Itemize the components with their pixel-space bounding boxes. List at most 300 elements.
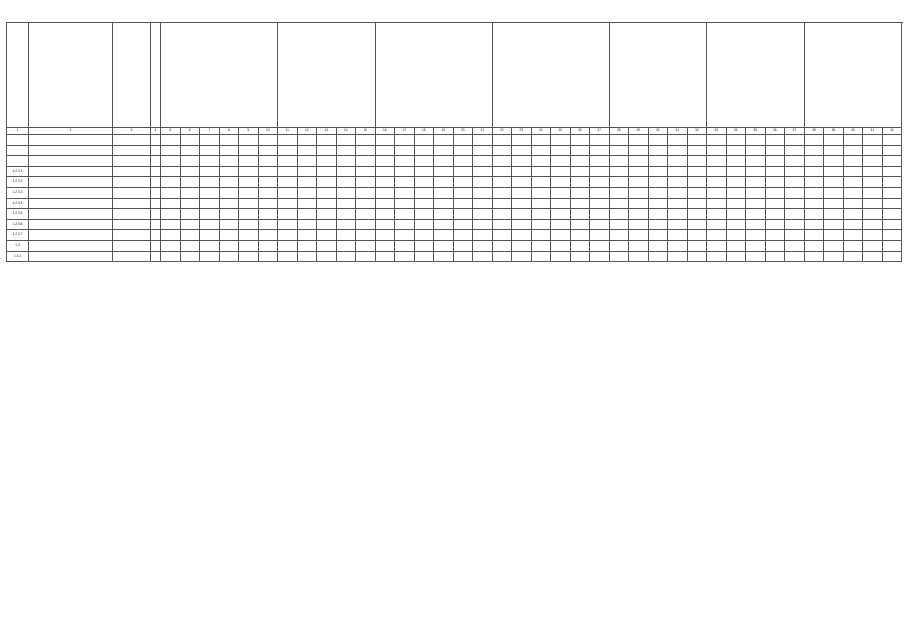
row-value xyxy=(570,135,590,146)
row-value xyxy=(668,177,688,188)
row-value xyxy=(863,156,883,167)
row-value xyxy=(336,230,356,241)
row-value xyxy=(180,240,200,251)
row-value xyxy=(570,209,590,220)
row-id xyxy=(113,219,151,230)
row-value xyxy=(434,177,454,188)
table-row xyxy=(7,177,902,188)
row-value xyxy=(375,187,395,198)
row-value xyxy=(707,187,727,198)
row-value xyxy=(746,135,766,146)
row-value xyxy=(453,209,473,220)
row-value xyxy=(746,156,766,167)
row-name xyxy=(29,251,113,262)
row-value xyxy=(707,135,727,146)
row-value xyxy=(161,240,181,251)
column-number: 7 xyxy=(200,128,220,135)
row-value xyxy=(356,251,376,262)
row-value xyxy=(492,230,512,241)
row-value xyxy=(785,240,805,251)
row-value xyxy=(414,156,434,167)
row-code: 1.2.3.3 xyxy=(7,187,29,198)
row-value xyxy=(726,240,746,251)
row-name xyxy=(29,166,113,177)
row-value xyxy=(161,156,181,167)
row-value xyxy=(648,187,668,198)
row-value xyxy=(258,166,278,177)
row-value xyxy=(180,177,200,188)
row-name xyxy=(29,219,113,230)
row-value xyxy=(512,156,532,167)
row-value xyxy=(668,187,688,198)
row-value xyxy=(473,198,493,209)
row-value xyxy=(278,135,298,146)
row-value xyxy=(395,240,415,251)
row-value xyxy=(824,135,844,146)
row-value xyxy=(648,166,668,177)
row-value xyxy=(258,209,278,220)
row-value xyxy=(473,187,493,198)
row-value xyxy=(395,145,415,156)
row-value xyxy=(297,209,317,220)
row-value xyxy=(551,135,571,146)
row-value xyxy=(473,156,493,167)
row-value xyxy=(785,145,805,156)
row-value xyxy=(707,219,727,230)
row-value xyxy=(824,251,844,262)
column-number: 29 xyxy=(629,128,649,135)
row-value xyxy=(804,187,824,198)
header-plan-group xyxy=(278,23,376,128)
row-value xyxy=(629,156,649,167)
table-row xyxy=(7,166,902,177)
row-value xyxy=(317,198,337,209)
row-value xyxy=(492,135,512,146)
table-row xyxy=(7,230,902,241)
row-value xyxy=(843,198,863,209)
row-value xyxy=(492,177,512,188)
row-value xyxy=(843,209,863,220)
row-value xyxy=(512,177,532,188)
row-value xyxy=(668,219,688,230)
row-value xyxy=(551,209,571,220)
row-value xyxy=(570,187,590,198)
row-value xyxy=(570,156,590,167)
row-value xyxy=(395,230,415,241)
row-value xyxy=(278,177,298,188)
row-value xyxy=(258,187,278,198)
row-value xyxy=(843,219,863,230)
column-number: 22 xyxy=(492,128,512,135)
row-value xyxy=(395,209,415,220)
column-number: 19 xyxy=(434,128,454,135)
row-value xyxy=(453,156,473,167)
column-number-row xyxy=(7,128,902,135)
column-number: 21 xyxy=(473,128,493,135)
row-value xyxy=(473,166,493,177)
row-value xyxy=(726,187,746,198)
row-value xyxy=(785,251,805,262)
row-value xyxy=(648,145,668,156)
header-id xyxy=(113,23,151,128)
row-value xyxy=(629,251,649,262)
row-name xyxy=(29,198,113,209)
row-value xyxy=(824,209,844,220)
row-code: 1.2.3.4 xyxy=(7,198,29,209)
table-row xyxy=(7,219,902,230)
row-value xyxy=(297,145,317,156)
column-number: 33 xyxy=(707,128,727,135)
header-name xyxy=(29,23,113,128)
row-value xyxy=(863,240,883,251)
row-value xyxy=(336,219,356,230)
row-value xyxy=(785,177,805,188)
row-value xyxy=(570,251,590,262)
row-value xyxy=(317,177,337,188)
row-value xyxy=(648,135,668,146)
row-value xyxy=(317,209,337,220)
row-value xyxy=(531,166,551,177)
row-value xyxy=(765,135,785,146)
row-value xyxy=(551,156,571,167)
row-value xyxy=(843,187,863,198)
row-value xyxy=(785,166,805,177)
column-number: 6 xyxy=(180,128,200,135)
row-value xyxy=(531,156,551,167)
row-value xyxy=(863,166,883,177)
row-value xyxy=(356,198,376,209)
row-value xyxy=(180,187,200,198)
column-number: 31 xyxy=(668,128,688,135)
row-value xyxy=(180,156,200,167)
row-value xyxy=(629,219,649,230)
row-value xyxy=(746,166,766,177)
row-value xyxy=(863,251,883,262)
data-table xyxy=(6,22,902,262)
row-value xyxy=(882,219,902,230)
row-value xyxy=(180,209,200,220)
row-value xyxy=(551,251,571,262)
row-value xyxy=(570,166,590,177)
column-number: 35 xyxy=(746,128,766,135)
row-value xyxy=(668,135,688,146)
row-id xyxy=(113,198,151,209)
column-number: 10 xyxy=(258,128,278,135)
row-value xyxy=(200,230,220,241)
row-value xyxy=(687,156,707,167)
row-value xyxy=(161,187,181,198)
row-value xyxy=(239,156,259,167)
row-value xyxy=(726,219,746,230)
row-value xyxy=(180,135,200,146)
row-value xyxy=(590,166,610,177)
row-value xyxy=(804,166,824,177)
row-id xyxy=(113,251,151,262)
row-value xyxy=(629,240,649,251)
column-number: 30 xyxy=(648,128,668,135)
table-row xyxy=(7,251,902,262)
row-value xyxy=(531,209,551,220)
row-value xyxy=(648,230,668,241)
row-value xyxy=(726,177,746,188)
row-value xyxy=(151,219,161,230)
row-value xyxy=(590,251,610,262)
row-value xyxy=(219,187,239,198)
row-value xyxy=(843,156,863,167)
column-number: 20 xyxy=(453,128,473,135)
row-value xyxy=(492,187,512,198)
column-number: 12 xyxy=(297,128,317,135)
row-value xyxy=(434,187,454,198)
row-value xyxy=(785,219,805,230)
report-sheet xyxy=(6,6,899,634)
row-value xyxy=(824,156,844,167)
row-value xyxy=(375,177,395,188)
column-number: 9 xyxy=(239,128,259,135)
row-value xyxy=(297,177,317,188)
header-year xyxy=(151,23,161,128)
table-row xyxy=(7,198,902,209)
row-value xyxy=(473,209,493,220)
row-value xyxy=(882,198,902,209)
row-value xyxy=(219,219,239,230)
row-value xyxy=(590,240,610,251)
row-name xyxy=(29,156,113,167)
row-value xyxy=(629,166,649,177)
row-value xyxy=(707,240,727,251)
row-value xyxy=(336,198,356,209)
row-value xyxy=(590,209,610,220)
row-value xyxy=(570,219,590,230)
row-value xyxy=(551,177,571,188)
row-value xyxy=(375,166,395,177)
row-value xyxy=(200,177,220,188)
column-number: 23 xyxy=(512,128,532,135)
row-value xyxy=(824,219,844,230)
row-value xyxy=(648,177,668,188)
row-value xyxy=(765,198,785,209)
column-number: 25 xyxy=(551,128,571,135)
row-value xyxy=(180,198,200,209)
row-id xyxy=(113,156,151,167)
row-value xyxy=(161,219,181,230)
row-value xyxy=(765,251,785,262)
row-value xyxy=(356,187,376,198)
row-value xyxy=(434,251,454,262)
row-value xyxy=(668,230,688,241)
row-value xyxy=(180,145,200,156)
table-row xyxy=(7,209,902,220)
column-number: 38 xyxy=(804,128,824,135)
row-value xyxy=(336,177,356,188)
table-row xyxy=(7,187,902,198)
row-value xyxy=(239,177,259,188)
row-value xyxy=(297,187,317,198)
row-value xyxy=(804,177,824,188)
row-value xyxy=(531,198,551,209)
row-code xyxy=(7,156,29,167)
row-value xyxy=(570,230,590,241)
row-value xyxy=(882,230,902,241)
row-value xyxy=(297,156,317,167)
column-number: 17 xyxy=(395,128,415,135)
column-number: 42 xyxy=(882,128,902,135)
column-number: 5 xyxy=(161,128,181,135)
row-name xyxy=(29,135,113,146)
row-value xyxy=(219,209,239,220)
row-value xyxy=(473,251,493,262)
row-value xyxy=(765,156,785,167)
row-value xyxy=(512,230,532,241)
row-value xyxy=(395,177,415,188)
row-value xyxy=(765,219,785,230)
row-value xyxy=(551,230,571,241)
column-number: 18 xyxy=(414,128,434,135)
row-value xyxy=(239,251,259,262)
row-value xyxy=(239,209,259,220)
row-value xyxy=(746,251,766,262)
row-value xyxy=(356,166,376,177)
row-value xyxy=(687,166,707,177)
row-value xyxy=(473,240,493,251)
row-value xyxy=(707,166,727,177)
row-value xyxy=(414,198,434,209)
row-value xyxy=(317,145,337,156)
row-value xyxy=(726,251,746,262)
row-value xyxy=(707,198,727,209)
row-value xyxy=(473,145,493,156)
row-value xyxy=(531,219,551,230)
column-number: 28 xyxy=(609,128,629,135)
row-value xyxy=(726,209,746,220)
row-value xyxy=(375,198,395,209)
row-value xyxy=(707,209,727,220)
row-value xyxy=(219,240,239,251)
row-value xyxy=(219,251,239,262)
row-value xyxy=(609,198,629,209)
row-value xyxy=(648,156,668,167)
row-value xyxy=(200,166,220,177)
row-value xyxy=(726,156,746,167)
row-value xyxy=(336,135,356,146)
row-value xyxy=(453,240,473,251)
row-value xyxy=(375,209,395,220)
column-number: 4 xyxy=(151,128,161,135)
row-value xyxy=(375,135,395,146)
column-number: 11 xyxy=(278,128,298,135)
header-period-2 xyxy=(492,23,609,128)
row-value xyxy=(882,209,902,220)
row-value xyxy=(531,135,551,146)
row-value xyxy=(882,135,902,146)
row-value xyxy=(434,240,454,251)
row-value xyxy=(843,240,863,251)
row-value xyxy=(648,251,668,262)
row-value xyxy=(356,156,376,167)
row-value xyxy=(317,219,337,230)
row-code xyxy=(7,135,29,146)
row-value xyxy=(395,251,415,262)
row-value xyxy=(180,166,200,177)
row-value xyxy=(609,219,629,230)
row-value xyxy=(434,219,454,230)
row-value xyxy=(180,230,200,241)
row-value xyxy=(609,156,629,167)
row-value xyxy=(258,251,278,262)
row-value xyxy=(336,166,356,177)
row-value xyxy=(151,251,161,262)
row-value xyxy=(824,187,844,198)
row-value xyxy=(278,219,298,230)
header-cost-group xyxy=(161,23,278,128)
row-value xyxy=(200,240,220,251)
column-number: 3 xyxy=(113,128,151,135)
row-value xyxy=(746,177,766,188)
row-value xyxy=(843,177,863,188)
row-value xyxy=(453,135,473,146)
row-value xyxy=(629,209,649,220)
row-name xyxy=(29,187,113,198)
row-value xyxy=(317,230,337,241)
column-number: 14 xyxy=(336,128,356,135)
row-value xyxy=(258,177,278,188)
row-value xyxy=(151,166,161,177)
row-value xyxy=(278,251,298,262)
row-code: 1.3 xyxy=(7,240,29,251)
row-value xyxy=(668,240,688,251)
column-number: 1 xyxy=(7,128,29,135)
row-value xyxy=(512,135,532,146)
row-value xyxy=(746,209,766,220)
row-value xyxy=(317,166,337,177)
row-value xyxy=(180,219,200,230)
row-value xyxy=(239,166,259,177)
column-number: 32 xyxy=(687,128,707,135)
row-value xyxy=(687,230,707,241)
row-value xyxy=(804,230,824,241)
row-value xyxy=(356,177,376,188)
row-value xyxy=(434,209,454,220)
row-value xyxy=(161,198,181,209)
row-value xyxy=(200,145,220,156)
row-value xyxy=(609,240,629,251)
row-value xyxy=(356,240,376,251)
header-period-4 xyxy=(707,23,805,128)
row-value xyxy=(863,198,883,209)
row-value xyxy=(219,230,239,241)
row-value xyxy=(765,177,785,188)
row-value xyxy=(414,209,434,220)
row-value xyxy=(863,219,883,230)
row-value xyxy=(726,166,746,177)
row-value xyxy=(492,166,512,177)
row-value xyxy=(434,166,454,177)
row-value xyxy=(609,135,629,146)
row-value xyxy=(531,187,551,198)
row-value xyxy=(570,198,590,209)
row-value xyxy=(668,209,688,220)
row-value xyxy=(648,219,668,230)
row-value xyxy=(531,145,551,156)
table-row xyxy=(7,135,902,146)
row-name xyxy=(29,240,113,251)
row-value xyxy=(668,166,688,177)
row-value xyxy=(434,230,454,241)
row-value xyxy=(258,230,278,241)
column-number: 41 xyxy=(863,128,883,135)
row-value xyxy=(278,166,298,177)
row-value xyxy=(375,230,395,241)
